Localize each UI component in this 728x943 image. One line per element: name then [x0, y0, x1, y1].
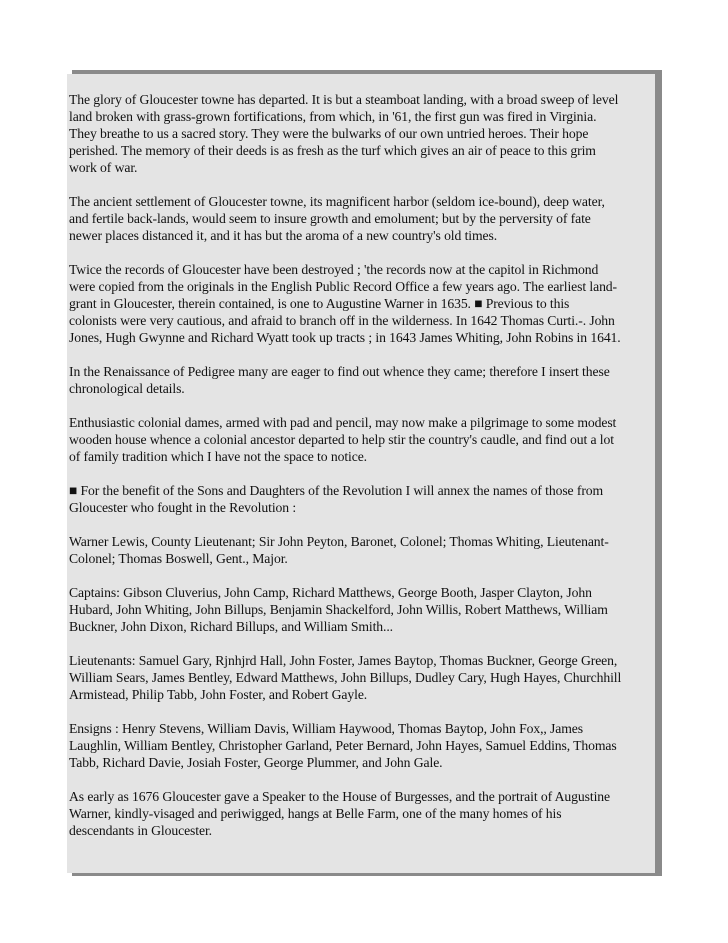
document-page — [67, 74, 655, 873]
paragraph-gloucester-glory: The glory of Gloucester towne has departed. It is but a steamboat landing, with a broad sweep of level land broken with grass-grown fortifications, from which, in '61, the first gun was fired in Virginia. They breathe to us a sacred story. They were the bulwarks of our own untried heroes. Their hope perished. The memory of their deeds is as fresh as the turf which gives an air of peace to this grim work of war. — [69, 92, 619, 175]
paragraph-revolution-intro: ■ For the benefit of the Sons and Daughters of the Revolution I will annex the names of those from Gloucester who fought in the Revolution : — [69, 483, 604, 515]
paragraph-records-destroyed: Twice the records of Gloucester have been destroyed ; 'the records now at the capitol in Richmond were copied from the originals in the English Public Record Office a few years ago. The earliest land- grant in Gloucester, therein contained, is one to Augustine Warner in 1635. ■ Previous to this colonists were very cautious, and afraid to branch off in the wilderness. In 1642 Thomas Curti.-. John Jones, Hugh Gwynne and Richard Wyatt took up tracts ; in 1643 James Whiting, John Robins in 1641. — [69, 262, 621, 345]
paragraph-captains: Captains: Gibson Cluverius, John Camp, Richard Matthews, George Booth, Jasper Clayton, John Hubard, John Whiting, John Billups, Benjamin Shackelford, John Willis, Robert Matthews, William Buckner, John Dixon, Richard Billups, and William Smith... — [69, 585, 608, 634]
paragraph-pedigree: In the Renaissance of Pedigree many are eager to find out whence they came; therefore I insert these chronological details. — [69, 364, 610, 396]
paragraph-colonial-dames: Enthusiastic colonial dames, armed with pad and pencil, may now make a pilgrimage to some modest wooden house whence a colonial ancestor departed to help stir the country's caudle, and find out a lot of family tradition which I have not the space to notice. — [69, 415, 617, 464]
paragraph-officers: Warner Lewis, County Lieutenant; Sir John Peyton, Baronet, Colonel; Thomas Whiting, Lieutenant- Colonel; Thomas Boswell, Gent., Major. — [69, 534, 609, 566]
paragraph-speaker-burgesses: As early as 1676 Gloucester gave a Speaker to the House of Burgesses, and the portrait of Augustine Warner, kindly-visaged and periwigged, hangs at Belle Farm, one of the many homes of his descendants in Gloucester. — [69, 789, 611, 838]
paragraph-ancient-settlement: The ancient settlement of Gloucester towne, its magnificent harbor (seldom ice-bound), deep water, and fertile back-lands, would seem to insure growth and emolument; but by the perversity of fate newer places distanced it, and it has but the aroma of a new country's old times. — [69, 194, 605, 243]
paragraph-ensigns: Ensigns : Henry Stevens, William Davis, William Haywood, Thomas Baytop, John Fox,, James Laughlin, William Bentley, Christopher Garland, Peter Bernard, John Hayes, Samuel Eddins, Thomas Tabb, Richard Davie, Josiah Foster, George Plummer, and John Gale. — [69, 721, 617, 770]
paragraph-lieutenants: Lieutenants: Samuel Gary, Rjnhjrd Hall, John Foster, James Baytop, Thomas Buckner, George Green, William Sears, James Bentley, Edward Matthews, John Billups, Dudley Cary, Hugh Hayes, Churchhill Armistead, Philip Tabb, John Foster, and Robert Gayle. — [69, 653, 622, 702]
